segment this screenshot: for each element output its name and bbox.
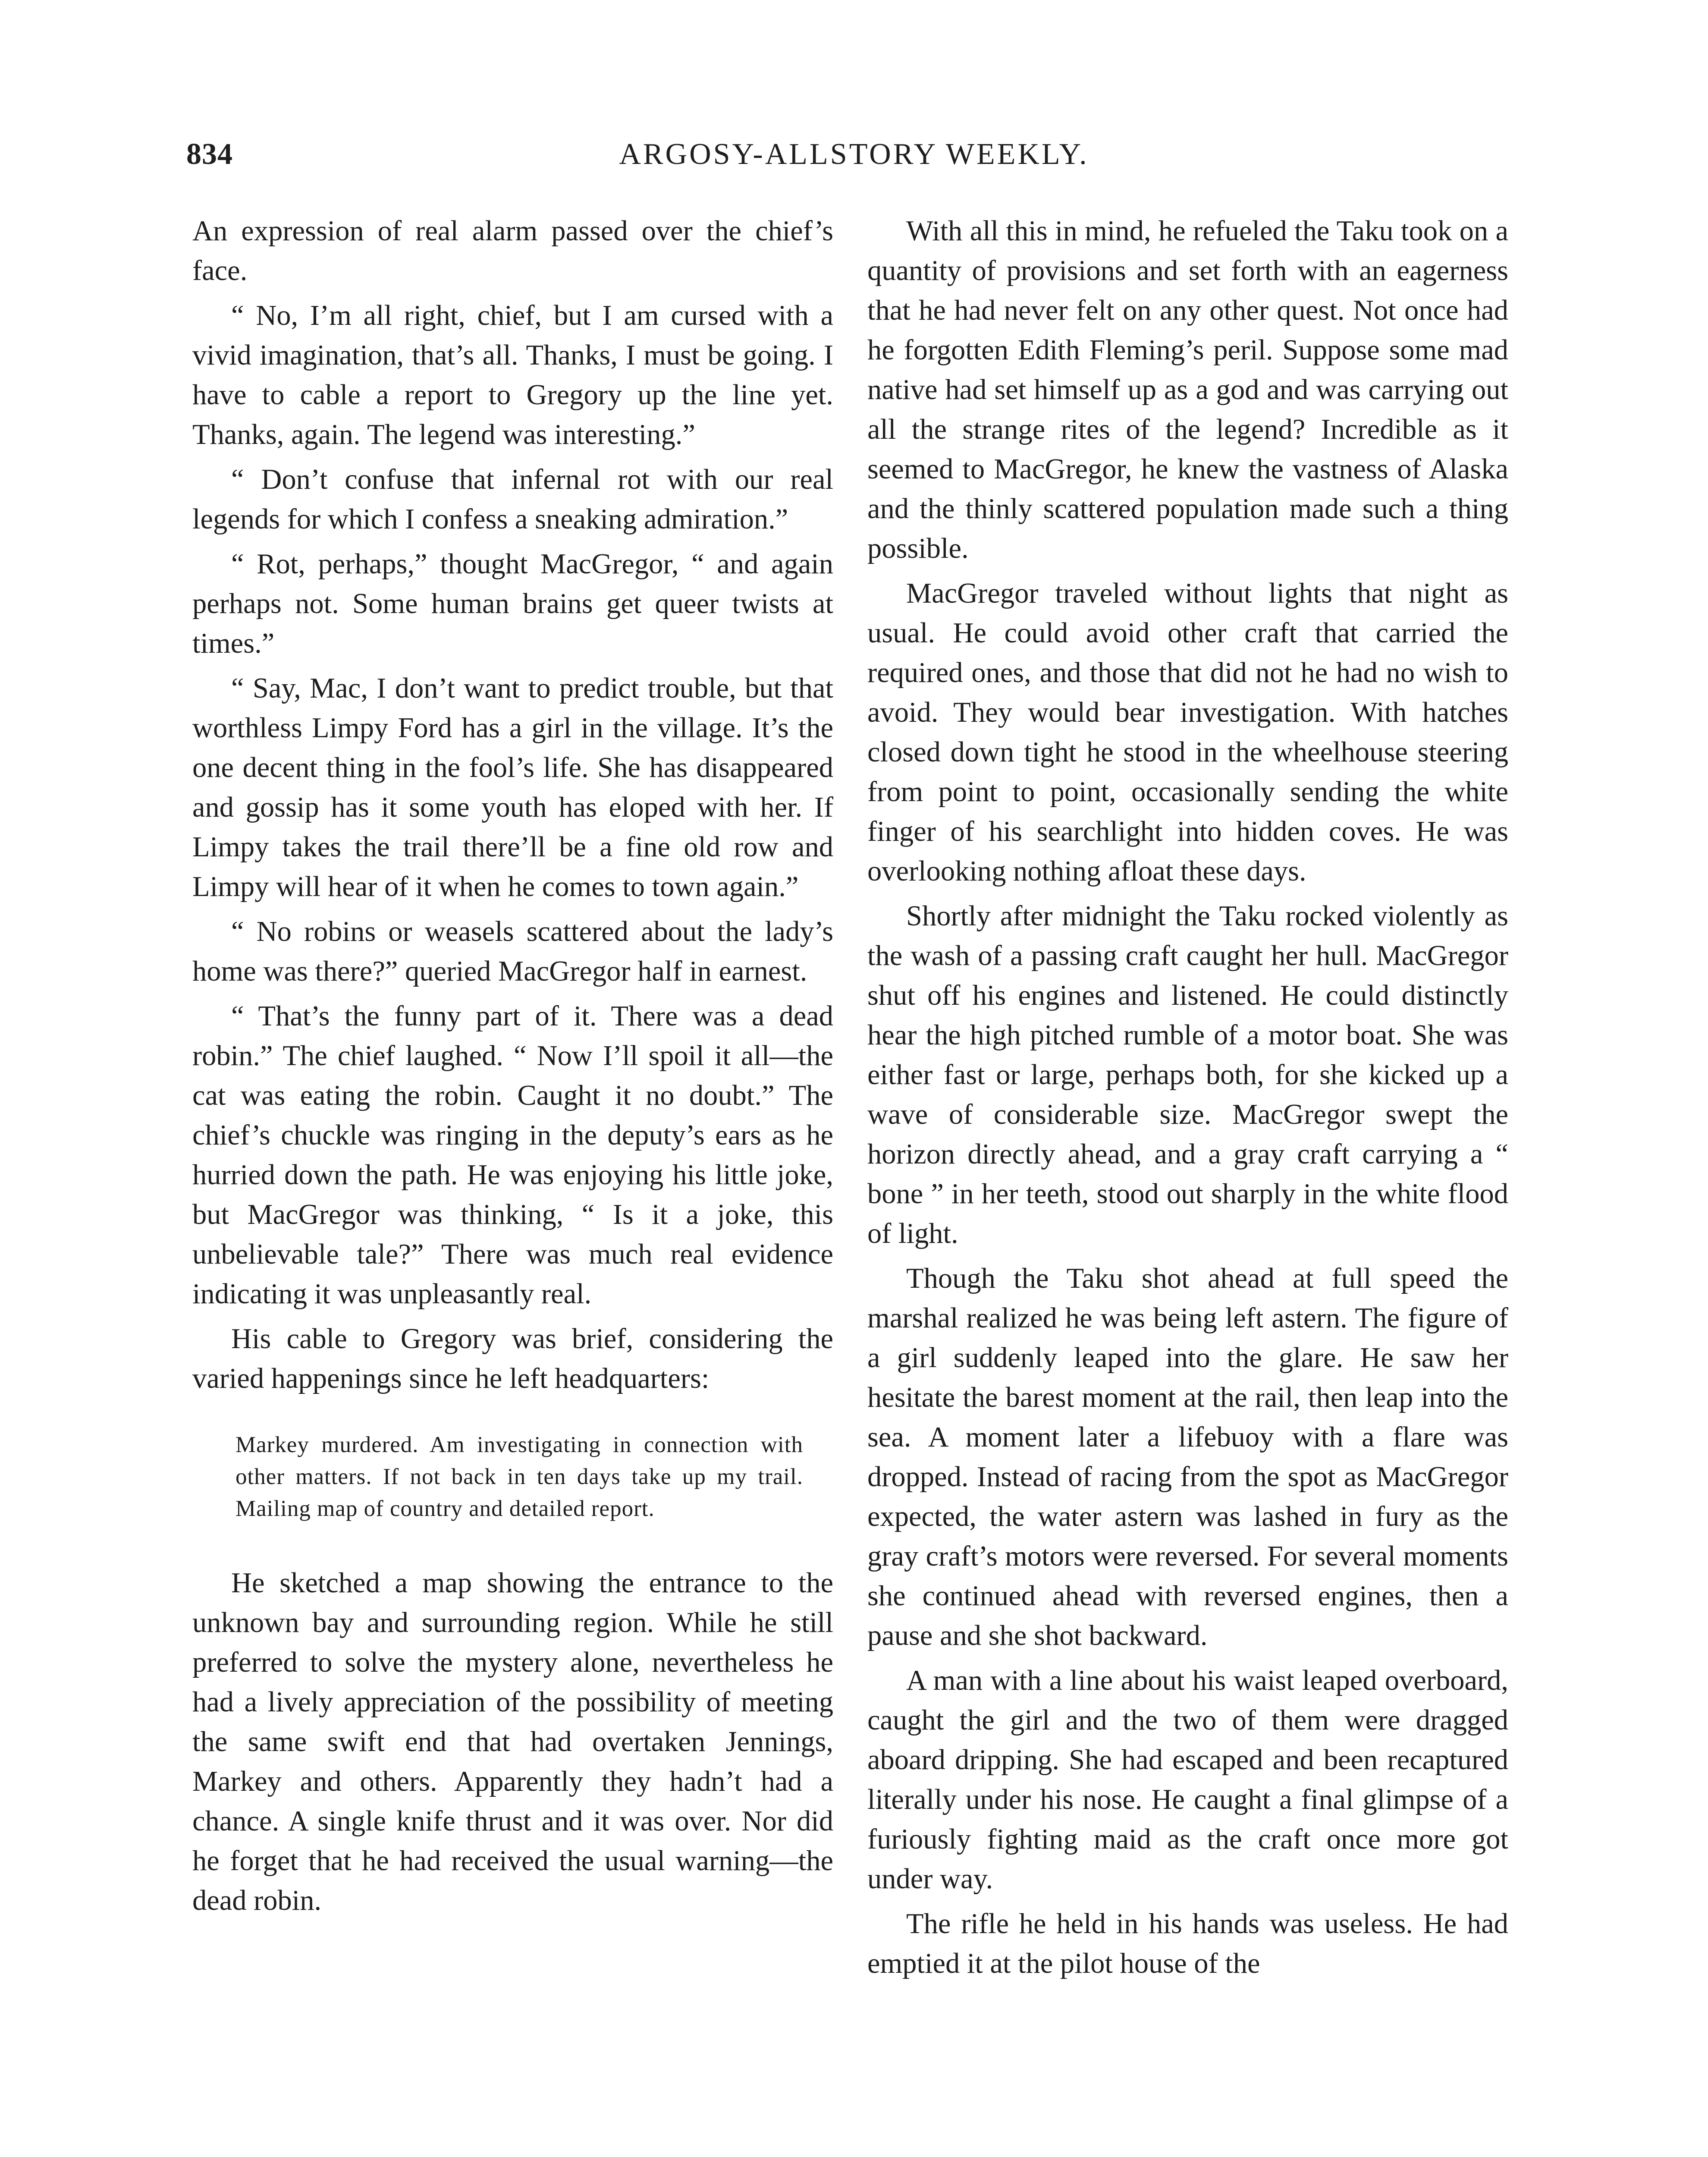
paragraph: “ No, I’m all right, chief, but I am cursed with a vivid imagination, that’s all. Thanks, I must be going. I have to cable a report to Gregory up the line yet. Thanks, again. The legend was interesting.” — [192, 300, 833, 450]
paragraph: An expression of real alarm passed over the chief’s face. — [192, 215, 833, 286]
paragraph: Shortly after midnight the Taku rocked violently as the wash of a passing craft caught her hull. MacGregor shut off his engines and listened. He could distinctly hear the high pitched rumble of a motor boat. She was either fast or large, perhaps both, for she kicked up a wave of considerable size. MacGregor swept the horizon directly ahead, and a gray craft carrying a “ bone ” in her teeth, stood out sharply in the white flood of light. — [867, 900, 1508, 1249]
paragraph: “ Rot, perhaps,” thought MacGregor, “ and again perhaps not. Some human brains get queer twists at times.” — [192, 548, 833, 659]
page-number: 834 — [186, 138, 233, 171]
paragraph: MacGregor traveled without lights that night as usual. He could avoid other craft that carried the required ones, and those that did not he had no wish to avoid. They would bear investigation. With hatches closed down tight he stood in the wheelhouse steering from point to point, occasionally sending the white finger of his searchlight into hidden coves. He was overlooking nothing afloat these days. — [867, 578, 1508, 887]
paragraph: “ Don’t confuse that infernal rot with our real legends for which I confess a sneaking admiration.” — [192, 464, 833, 535]
right-column — [867, 211, 1508, 1989]
paragraph: With all this in mind, he refueled the Taku took on a quantity of provisions and set forth with an eagerness that he had never felt on any other quest. Not once had he forgotten Edith Fleming’s peril. Suppose some mad native had set himself up as a god and was carrying out all the strange rites of the legend? Incredible as it seemed to MacGregor, he knew the vastness of Alaska and the thinly scattered population made such a thing possible. — [867, 215, 1508, 564]
left-column — [192, 211, 833, 1926]
cable-quote: Markey murdered. Am investigating in connection with other matters. If not back in ten days take up my trail. Mailing map of country and detailed report. — [235, 1432, 803, 1521]
paragraph: His cable to Gregory was brief, considering the varied happenings since he left headquarters: — [192, 1323, 833, 1394]
paragraph: A man with a line about his waist leaped overboard, caught the girl and the two of them were dragged aboard dripping. She had escaped and been recaptured literally under his nose. He caught a final glimpse of a furiously fighting maid as the craft once more got under way. — [867, 1665, 1508, 1895]
running-title: ARGOSY-ALLSTORY WEEKLY. — [619, 138, 1089, 171]
paragraph: He sketched a map showing the entrance to the unknown bay and surrounding region. While he still preferred to solve the mystery alone, nevertheless he had a lively appreciation of the possibility of meeting the same swift end that had overtaken Jennings, Markey and others. Apparently they hadn’t had a chance. A single knife thrust and it was over. Nor did he forget that he had received the usual warning—the dead robin. — [192, 1567, 833, 1916]
paragraph: Though the Taku shot ahead at full speed the marshal realized he was being left astern. The figure of a girl suddenly leaped into the glare. He saw her hesitate the barest moment at the rail, then leap into the sea. A moment later a lifebuoy with a flare was dropped. Instead of racing from the spot as MacGregor expected, the water astern was lashed in fury as the gray craft’s motors were reversed. For several moments she continued ahead with reversed engines, then a pause and she shot backward. — [867, 1263, 1508, 1651]
paragraph: The rifle he held in his hands was useless. He had emptied it at the pilot house of the — [867, 1908, 1508, 1979]
paragraph: “ That’s the funny part of it. There was a dead robin.” The chief laughed. “ Now I’ll spoil it all—the cat was eating the robin. Caught it no doubt.” The chief’s chuckle was ringing in the deputy’s ears as he hurried down the path. He was enjoying his little joke, but MacGregor was thinking, “ Is it a joke, this unbelievable tale?” There was much real evidence indicating it was unpleasantly real. — [192, 1000, 833, 1310]
paragraph: “ No robins or weasels scattered about the lady’s home was there?” queried MacGregor half in earnest. — [192, 916, 833, 987]
paragraph: “ Say, Mac, I don’t want to predict trouble, but that worthless Limpy Ford has a girl in the village. It’s the one decent thing in the fool’s life. She has disappeared and gossip has it some youth has eloped with her. If Limpy takes the trail there’ll be a fine old row and Limpy will hear of it when he comes to town again.” — [192, 673, 833, 902]
